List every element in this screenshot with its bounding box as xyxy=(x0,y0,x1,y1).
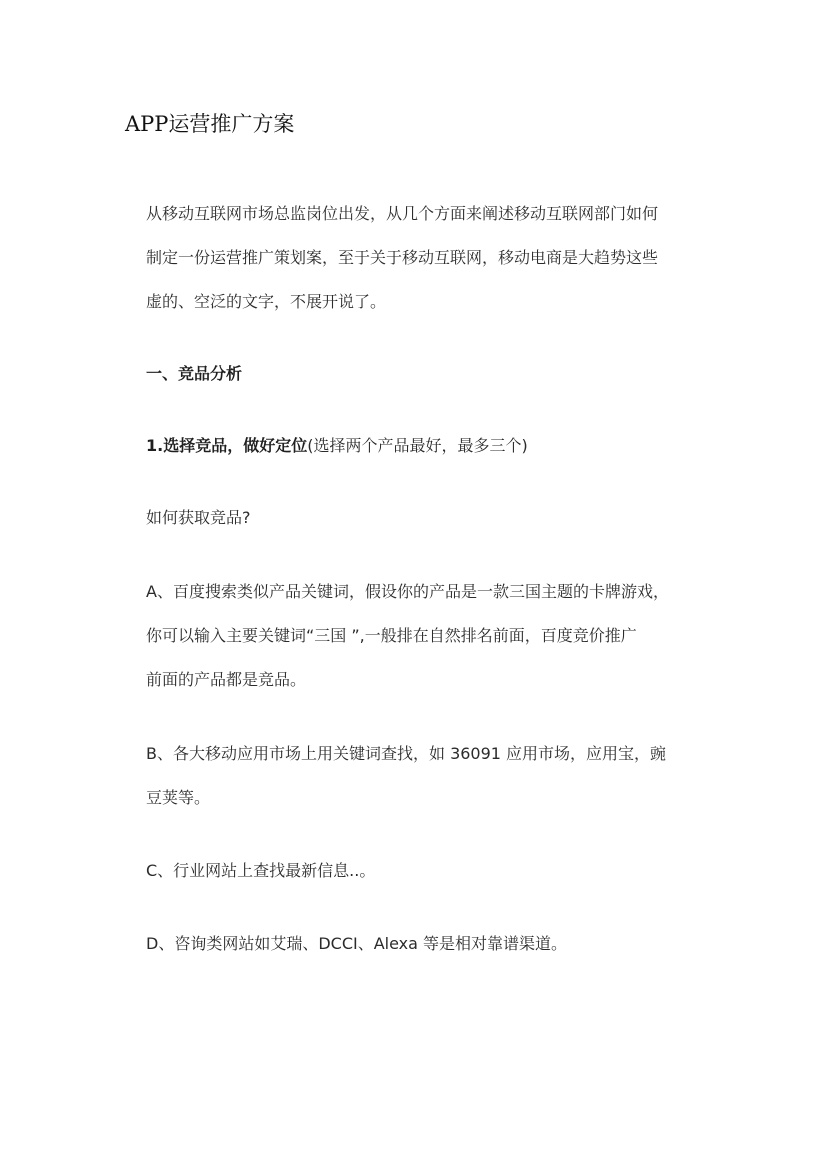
question-paragraph xyxy=(146,496,706,540)
section-heading-text: 一、竞品分析 xyxy=(146,364,243,383)
intro-paragraph xyxy=(146,192,706,324)
intro-line: 从移动互联网市场总监岗位出发，从几个方面来阐述移动互联网部门如何 xyxy=(146,204,659,223)
item-d-text: D、咨询类网站如艾瑞、DCCI、Alexa 等是相对靠谱渠道。 xyxy=(146,934,568,953)
section-heading xyxy=(146,352,706,396)
intro-line: 制定一份运营推广策划案，至于关于移动互联网，移动电商是大趋势这些 xyxy=(146,248,659,267)
intro-line: 虚的、空泛的文字，不展开说了。 xyxy=(146,292,387,311)
document-title: APP运营推广方案 xyxy=(125,112,295,136)
item-b-paragraph xyxy=(146,732,706,820)
item-a-line: 你可以输入主要关键词“三国 ”,一般排在自然排名前面，百度竞价推广 xyxy=(146,626,637,645)
item-a-line: A、百度搜索类似产品关键词，假设你的产品是一款三国主题的卡牌游戏， xyxy=(146,582,669,601)
item-a-line: 前面的产品都是竞品。 xyxy=(146,670,307,689)
subheading-bold-text: 1.选择竞品，做好定位 xyxy=(146,436,308,455)
item-b-line: B、各大移动应用市场上用关键词查找，如 36091 应用市场，应用宝，豌 xyxy=(146,744,667,763)
item-d-paragraph xyxy=(146,922,706,966)
subheading xyxy=(146,424,706,468)
item-b-line: 豆荚等。 xyxy=(146,788,211,807)
item-c-paragraph xyxy=(146,849,706,893)
item-c-text: C、行业网站上查找最新信息..。 xyxy=(146,861,376,880)
question-text: 如何获取竞品? xyxy=(146,508,251,527)
item-a-paragraph xyxy=(146,570,706,702)
subheading-note: (选择两个产品最好，最多三个) xyxy=(307,436,528,455)
